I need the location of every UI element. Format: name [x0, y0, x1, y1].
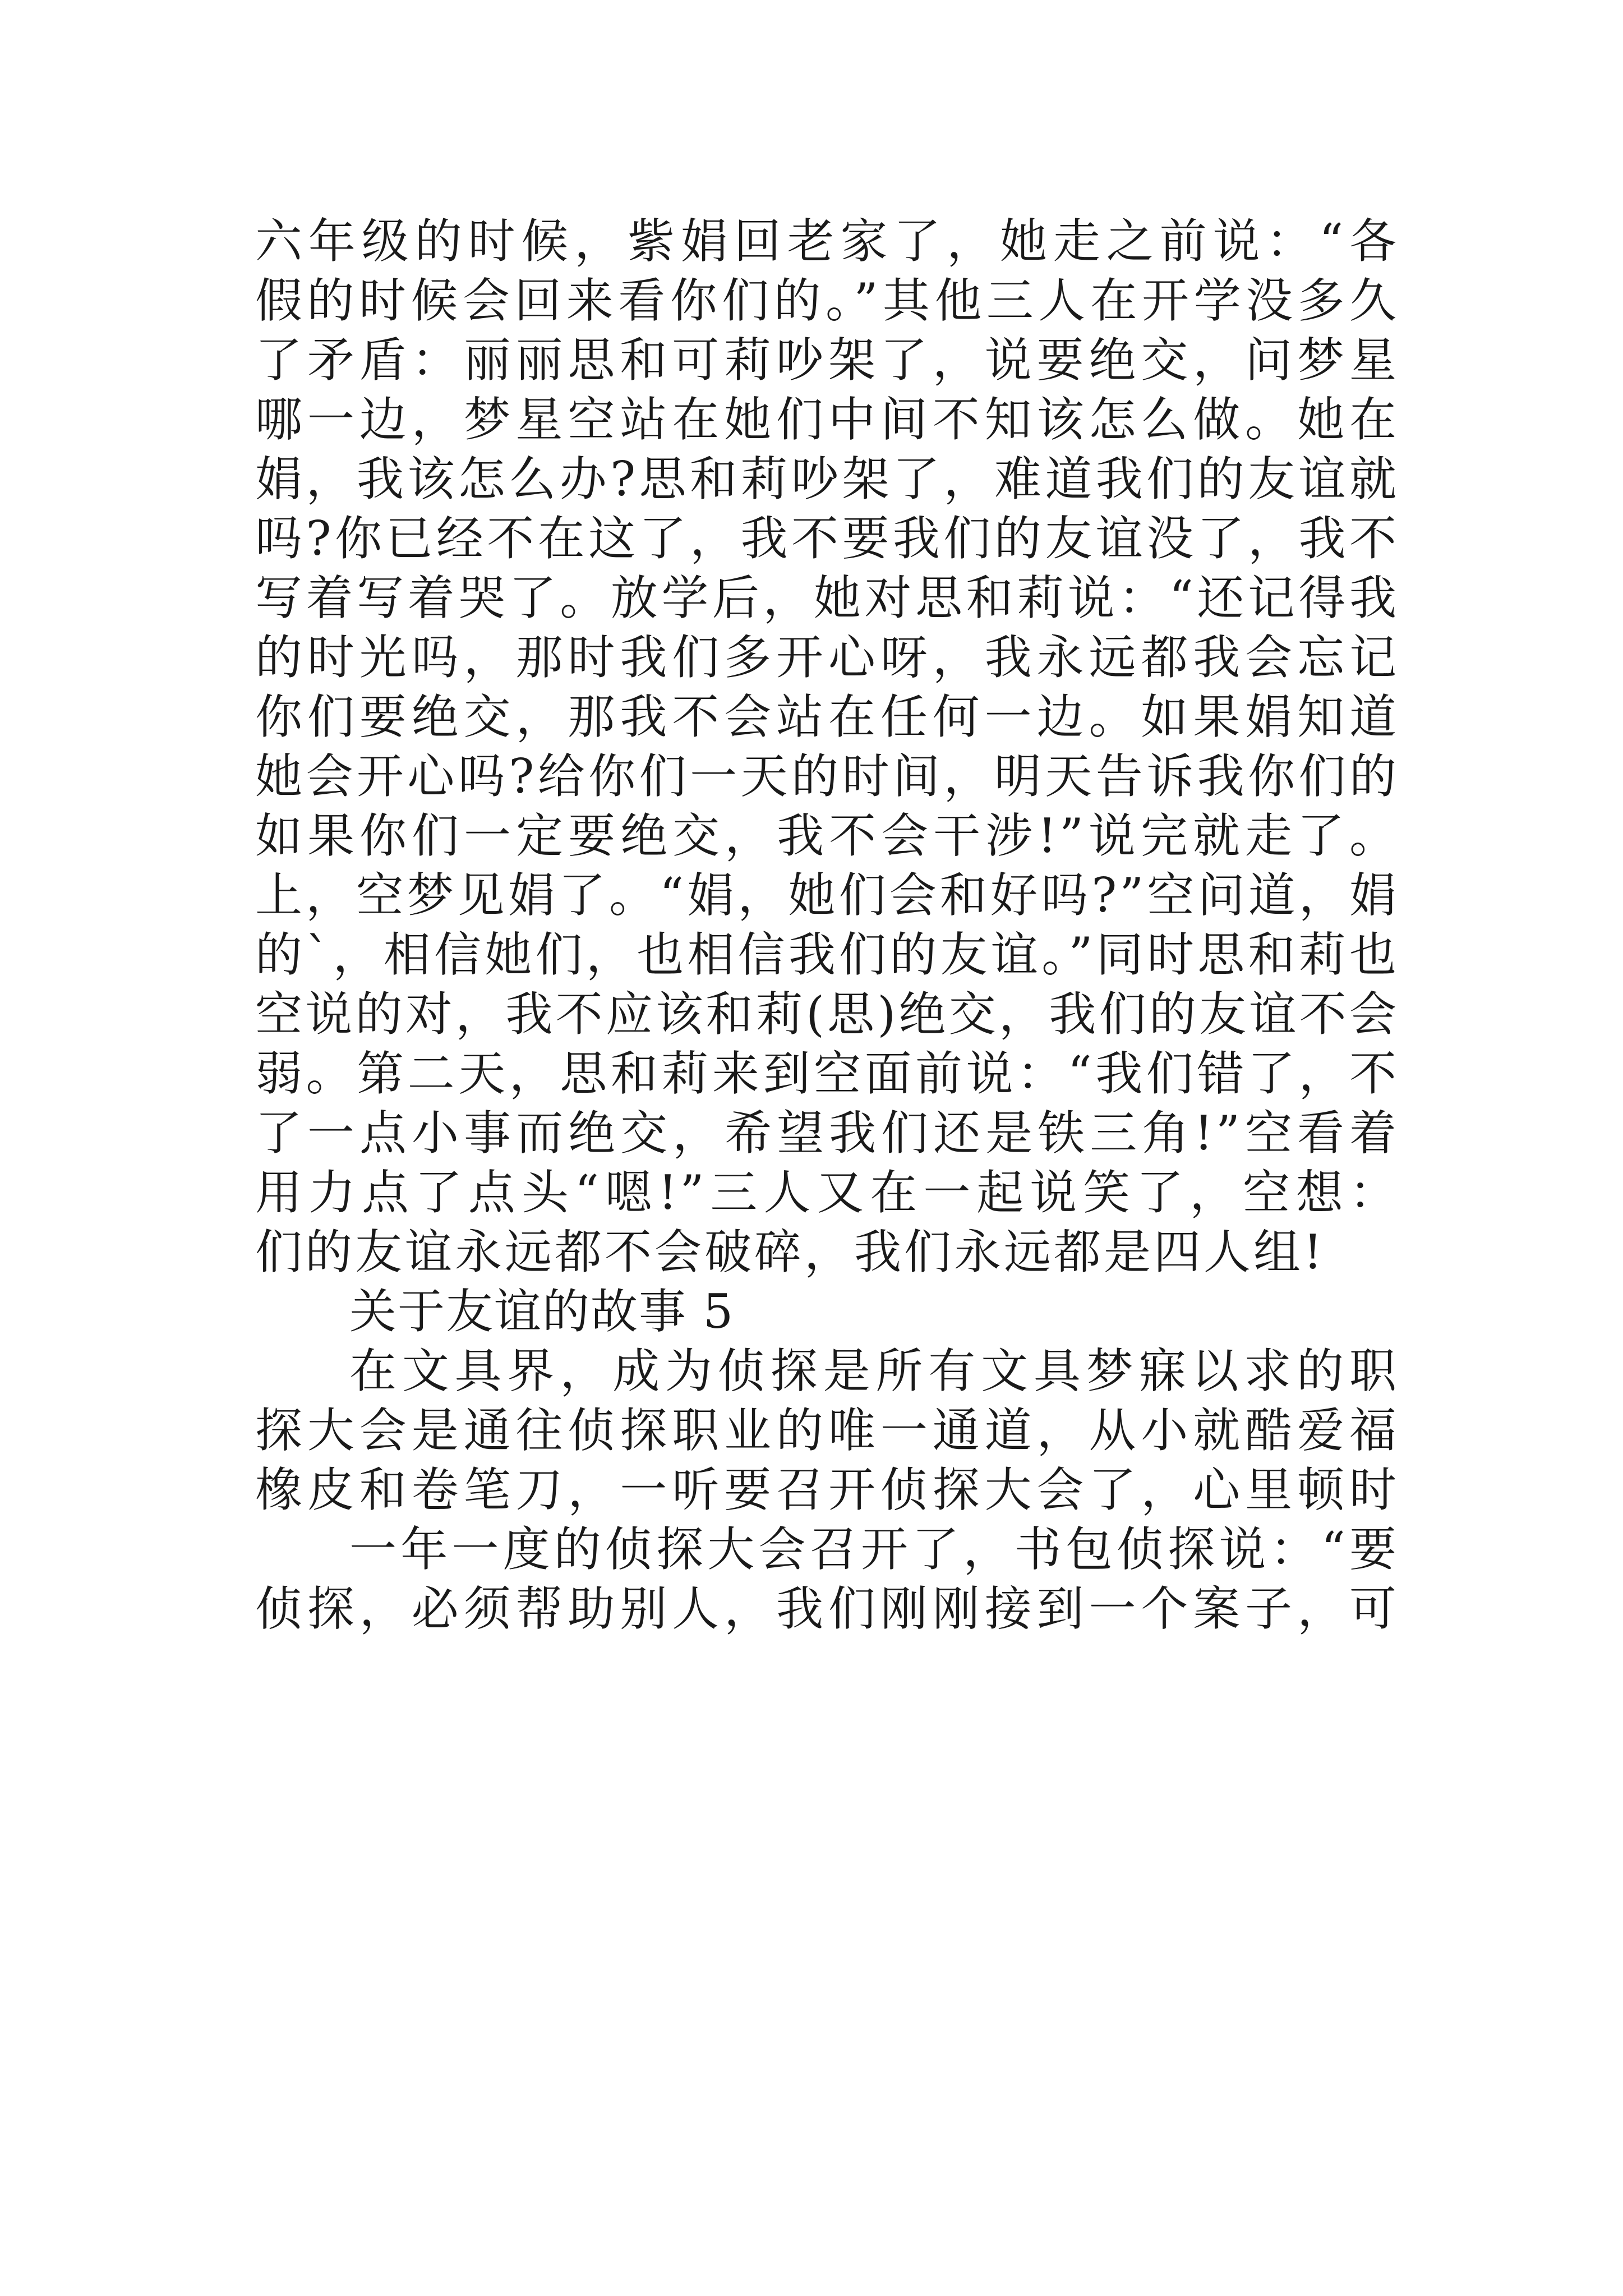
text-line: 们的友谊永远都不会破碎，我们永远都是四人组! — [255, 1225, 1325, 1280]
text-line: 六年级的时候，紫娟回老家了，她走之前说：“各 — [255, 214, 1399, 268]
text-line: 哪一边，梦星空站在她们中间不知该怎么做。她在 — [255, 393, 1399, 447]
text-line: 写着写着哭了。放学后，她对思和莉说：“还记得我 — [255, 571, 1399, 625]
text-line: 探大会是通往侦探职业的唯一通道，从小就酷爱福 — [255, 1404, 1399, 1457]
text-line: 娟，我该怎么办?思和莉吵架了，难道我们的友谊就 — [255, 452, 1399, 506]
text-line: 一年一度的侦探大会召开了，书包侦探说：“要 — [349, 1522, 1399, 1576]
text-line: 的时光吗，那时我们多开心呀，我永远都我会忘记 — [255, 631, 1399, 684]
text-line: 了一点小事而绝交，希望我们还是铁三角!”空看着 — [255, 1106, 1399, 1160]
text-line: 上，空梦见娟了。“娟，她们会和好吗?”空问道，娟 — [255, 868, 1399, 922]
text-line: 用力点了点头“嗯!”三人又在一起说笑了，空想： — [255, 1166, 1399, 1220]
text-line: 橡皮和卷笔刀，一听要召开侦探大会了，心里顿时 — [255, 1463, 1399, 1517]
text-line: 吗?你已经不在这了，我不要我们的友谊没了，我不 — [255, 512, 1399, 565]
text-line: 侦探，必须帮助别人，我们刚刚接到一个案子，可 — [255, 1582, 1399, 1636]
text-line: 弱。第二天，思和莉来到空面前说：“我们错了，不 — [255, 1047, 1399, 1101]
body-text — [255, 214, 1399, 1641]
text-line: 空说的对，我不应该和莉(思)绝交，我们的友谊不会 — [255, 987, 1399, 1041]
text-line: 她会开心吗?给你们一天的时间，明天告诉我你们的 — [255, 749, 1399, 803]
text-line: 在文具界，成为侦探是所有文具梦寐以求的职 — [349, 1344, 1399, 1398]
text-line: 如果你们一定要绝交，我不会干涉!”说完就走了。 — [255, 809, 1399, 863]
text-line: 假的时候会回来看你们的。”其他三人在开学没多久 — [255, 274, 1399, 328]
section-heading: 关于友谊的故事 5 — [349, 1284, 735, 1339]
text-line: 你们要绝交，那我不会站在任何一边。如果娟知道 — [255, 690, 1399, 744]
text-line: 的`，相信她们，也相信我们的友谊。”同时思和莉也 — [255, 928, 1399, 982]
text-line: 了矛盾：丽丽思和可莉吵架了，说要绝交，问梦星 — [255, 333, 1399, 387]
